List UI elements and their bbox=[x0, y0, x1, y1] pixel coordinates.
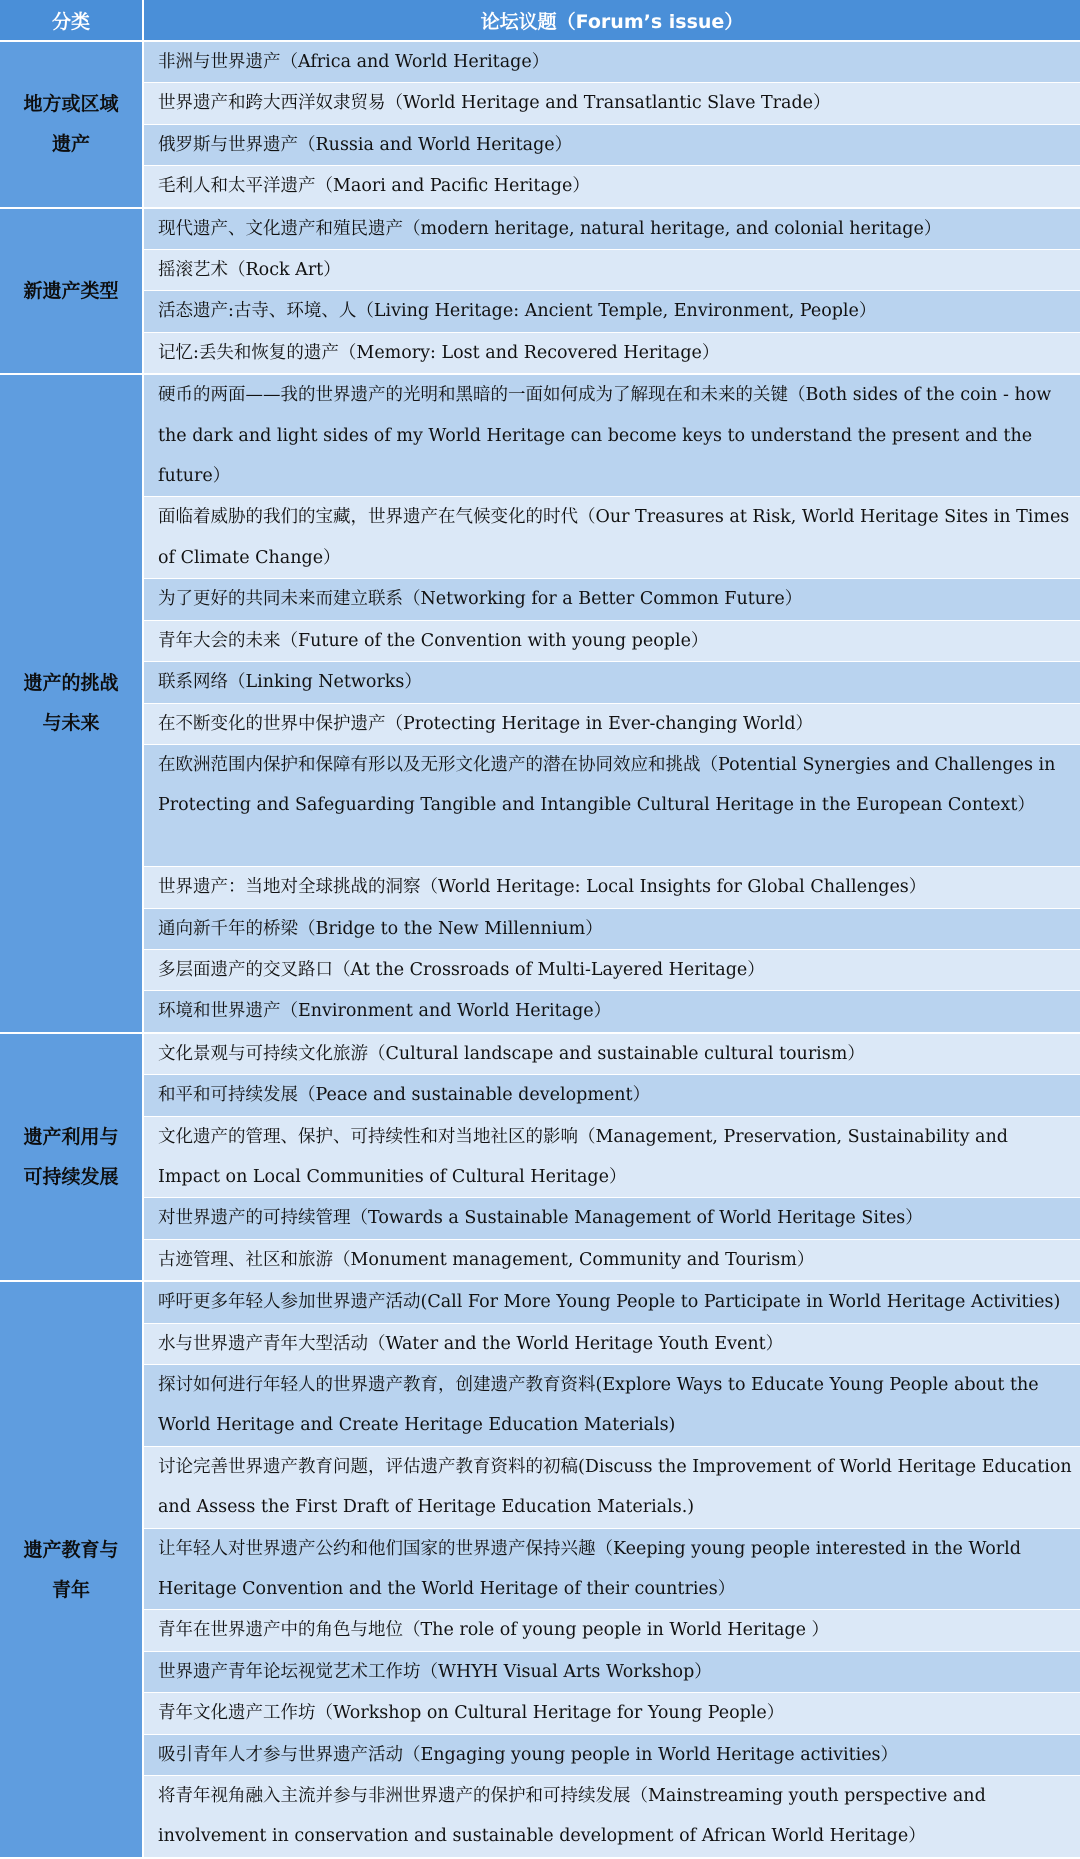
issue-cell: 讨论完善世界遗产教育问题，评估遗产教育资料的初稿(Discuss the Improvement of World Heritage Education and Assess the First Draft of Heritage Education Materials.) bbox=[143, 1446, 1080, 1528]
issue-cell: 通向新千年的桥梁（Bridge to the New Millennium） bbox=[143, 908, 1080, 949]
issue-cell: 世界遗产：当地对全球挑战的洞察（World Heritage: Local Insights for Global Challenges） bbox=[143, 867, 1080, 908]
table-row bbox=[0, 1033, 1080, 1075]
category-label-line: 新遗产类型 bbox=[23, 279, 119, 302]
table-row bbox=[0, 662, 1080, 703]
issue-cell: 活态遗产:古寺、环境、人（Living Heritage: Ancient Temple, Environment, People） bbox=[143, 291, 1080, 332]
issue-cell: 环境和世界遗产（Environment and World Heritage） bbox=[143, 991, 1080, 1033]
category-cell bbox=[0, 374, 143, 1032]
table-row bbox=[0, 1693, 1080, 1734]
table-row bbox=[0, 1198, 1080, 1239]
table-row bbox=[0, 1528, 1080, 1610]
issue-cell: 记忆:丢失和恢复的遗产（Memory: Lost and Recovered Heritage） bbox=[143, 332, 1080, 374]
table-row bbox=[0, 208, 1080, 250]
table-row bbox=[0, 744, 1080, 866]
category-cell bbox=[0, 1033, 143, 1281]
issue-cell: 古迹管理、社区和旅游（Monument management, Community and Tourism） bbox=[143, 1239, 1080, 1281]
table-row bbox=[0, 1446, 1080, 1528]
category-cell bbox=[0, 208, 143, 375]
table-row bbox=[0, 949, 1080, 990]
table-row bbox=[0, 1610, 1080, 1651]
table-row bbox=[0, 332, 1080, 374]
table-row bbox=[0, 41, 1080, 83]
table-row bbox=[0, 908, 1080, 949]
issue-cell: 和平和可持续发展（Peace and sustainable development） bbox=[143, 1075, 1080, 1116]
issue-cell: 在不断变化的世界中保护遗产（Protecting Heritage in Ever-changing World） bbox=[143, 703, 1080, 744]
category-label-line: 遗产教育与 bbox=[23, 1538, 119, 1561]
issue-cell: 现代遗产、文化遗产和殖民遗产（modern heritage, natural heritage, and colonial heritage） bbox=[143, 208, 1080, 250]
issue-cell: 对世界遗产的可持续管理（Towards a Sustainable Management of World Heritage Sites） bbox=[143, 1198, 1080, 1239]
issue-cell: 文化景观与可持续文化旅游（Cultural landscape and sustainable cultural tourism） bbox=[143, 1033, 1080, 1075]
table-row bbox=[0, 250, 1080, 291]
issue-cell: 俄罗斯与世界遗产（Russia and World Heritage） bbox=[143, 124, 1080, 165]
table-row bbox=[0, 1281, 1080, 1323]
table-row bbox=[0, 83, 1080, 124]
issue-cell: 将青年视角融入主流并参与非洲世界遗产的保护和可持续发展（Mainstreaming youth perspective and involvement in conservation and sustainable development of African World Heritage） bbox=[143, 1776, 1080, 1858]
table-row bbox=[0, 374, 1080, 497]
issue-cell: 世界遗产青年论坛视觉艺术工作坊（WHYH Visual Arts Workshop） bbox=[143, 1651, 1080, 1692]
issue-cell: 多层面遗产的交叉路口（At the Crossroads of Multi-Layered Heritage） bbox=[143, 949, 1080, 990]
table-row bbox=[0, 579, 1080, 620]
category-label-line: 与未来 bbox=[42, 712, 100, 735]
category-label-line: 遗产 bbox=[51, 133, 90, 156]
issue-cell: 探讨如何进行年轻人的世界遗产教育，创建遗产教育资料(Explore Ways to Educate Young People about the World Heritage and Create Heritage Education Materials) bbox=[143, 1364, 1080, 1446]
table-row bbox=[0, 867, 1080, 908]
issue-cell: 世界遗产和跨大西洋奴隶贸易（World Heritage and Transatlantic Slave Trade） bbox=[143, 83, 1080, 124]
table-row bbox=[0, 1776, 1080, 1858]
issue-cell: 青年大会的未来（Future of the Convention with young people） bbox=[143, 620, 1080, 661]
category-label-line: 地方或区域 bbox=[23, 93, 119, 116]
issue-cell: 水与世界遗产青年大型活动（Water and the World Heritage Youth Event） bbox=[143, 1323, 1080, 1364]
issue-cell: 毛利人和太平洋遗产（Maori and Pacific Heritage） bbox=[143, 166, 1080, 208]
table-row bbox=[0, 1734, 1080, 1775]
category-cell bbox=[0, 41, 143, 208]
issue-cell: 青年文化遗产工作坊（Workshop on Cultural Heritage for Young People） bbox=[143, 1693, 1080, 1734]
issue-cell: 在欧洲范围内保护和保障有形以及无形文化遗产的潜在协同效应和挑战（Potential Synergies and Challenges in Protecting and Safeguarding Tangible and Intangible Cultural Heritage in the European Context） bbox=[143, 744, 1080, 866]
category-label-line: 青年 bbox=[51, 1578, 90, 1601]
issue-cell: 让年轻人对世界遗产公约和他们国家的世界遗产保持兴趣（Keeping young people interested in the World Heritage Convention and the World Heritage of their countries） bbox=[143, 1528, 1080, 1610]
issue-cell: 文化遗产的管理、保护、可持续性和对当地社区的影响（Management, Preservation, Sustainability and Impact on Local Communities of Cultural Heritage） bbox=[143, 1116, 1080, 1198]
category-label-line: 遗产利用与 bbox=[23, 1125, 119, 1148]
category-cell bbox=[0, 1281, 143, 1858]
issue-cell: 呼吁更多年轻人参加世界遗产活动(Call For More Young People to Participate in World Heritage Activities) bbox=[143, 1281, 1080, 1323]
table-row bbox=[0, 124, 1080, 165]
header-row bbox=[0, 0, 1080, 41]
issue-cell: 吸引青年人才参与世界遗产活动（Engaging young people in World Heritage activities） bbox=[143, 1734, 1080, 1775]
table-row bbox=[0, 1075, 1080, 1116]
table-row bbox=[0, 497, 1080, 579]
table-row bbox=[0, 1116, 1080, 1198]
table-row bbox=[0, 620, 1080, 661]
table-row bbox=[0, 1651, 1080, 1692]
issue-cell: 联系网络（Linking Networks） bbox=[143, 662, 1080, 703]
issue-cell: 面临着威胁的我们的宝藏，世界遗产在气候变化的时代（Our Treasures at Risk, World Heritage Sites in Times of Climate Change） bbox=[143, 497, 1080, 579]
issue-cell: 为了更好的共同未来而建立联系（Networking for a Better Common Future） bbox=[143, 579, 1080, 620]
issue-cell: 青年在世界遗产中的角色与地位（The role of young people in World Heritage ） bbox=[143, 1610, 1080, 1651]
table-row bbox=[0, 291, 1080, 332]
table-row bbox=[0, 1364, 1080, 1446]
header-category: 分类 bbox=[0, 0, 143, 41]
header-issue: 论坛议题（Forum’s issue） bbox=[143, 0, 1080, 41]
issue-cell: 非洲与世界遗产（Africa and World Heritage） bbox=[143, 41, 1080, 83]
issue-cell: 摇滚艺术（Rock Art） bbox=[143, 250, 1080, 291]
table-row bbox=[0, 166, 1080, 208]
category-label-line: 可持续发展 bbox=[23, 1165, 119, 1188]
table-row bbox=[0, 1323, 1080, 1364]
table-row bbox=[0, 703, 1080, 744]
table-row bbox=[0, 991, 1080, 1033]
issue-cell: 硬币的两面——我的世界遗产的光明和黑暗的一面如何成为了解现在和未来的关键（Both sides of the coin - how the dark and light sides of my World Heritage can become keys to understand the present and the future） bbox=[143, 374, 1080, 497]
category-label-line: 遗产的挑战 bbox=[23, 672, 119, 695]
table-row bbox=[0, 1239, 1080, 1281]
